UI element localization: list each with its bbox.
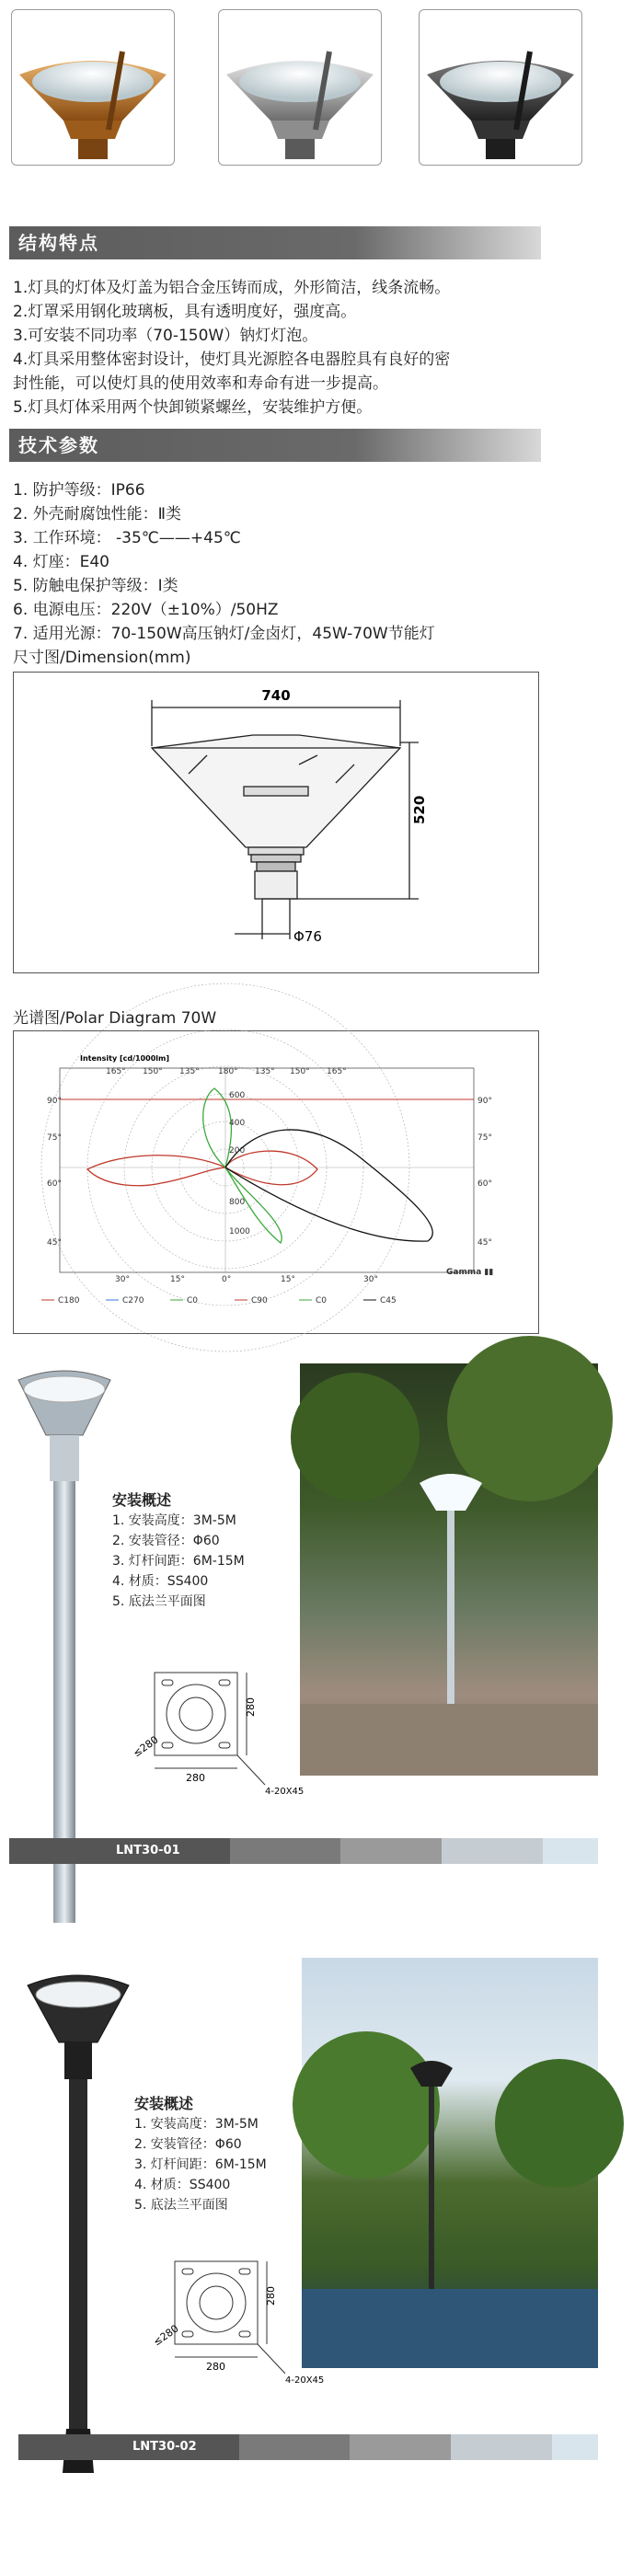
install-b-item-4: 4. 材质：SS400 xyxy=(134,2178,231,2192)
polar-top-angle: 135° xyxy=(255,1067,275,1076)
structure-item-2: 2.灯罩采用钢化玻璃板，具有透明度好，强度高。 xyxy=(13,303,357,321)
model-label-b: LNT30-02 xyxy=(132,2440,197,2454)
polar-diagram-svg xyxy=(14,1031,538,1333)
install-a-item-3: 3. 灯杆间距：6M-15M xyxy=(112,1554,245,1569)
spec-item-5: 5. 防触电保护等级：Ⅰ类 xyxy=(13,577,178,595)
polar-bottom-angle: 0° xyxy=(222,1275,232,1284)
polar-title: 光谱图/Polar Diagram 70W xyxy=(13,1009,217,1028)
dimension-title: 尺寸图/Dimension(mm) xyxy=(13,649,191,667)
lamp-thumb-gold xyxy=(11,9,175,166)
polar-right-angle: 60° xyxy=(477,1179,492,1189)
structure-section-title: 结构特点 xyxy=(9,226,541,259)
legend-item: C45 xyxy=(380,1296,397,1305)
polar-radial-label: 800 xyxy=(229,1198,246,1207)
polar-footer-label: Gamma ▮▮ xyxy=(446,1268,494,1277)
flange-b-drawing xyxy=(129,2245,325,2410)
polar-bottom-angle: 15° xyxy=(281,1275,295,1284)
specs-section-title: 技术参数 xyxy=(9,429,541,462)
spec-item-4: 4. 灯座：E40 xyxy=(13,553,109,571)
install-b-title: 安装概述 xyxy=(134,2095,194,2112)
dimension-svg xyxy=(14,673,538,972)
photo-b xyxy=(302,1958,598,2368)
lamp-silver-image xyxy=(219,10,381,165)
flange-a-width: 280 xyxy=(186,1772,205,1784)
polar-legend xyxy=(41,1296,397,1305)
polar-right-angle: 45° xyxy=(477,1238,492,1248)
polar-top-angle: 150° xyxy=(143,1067,163,1076)
photo-b-scene xyxy=(302,1958,598,2368)
flange-a-diameter: ≤280 xyxy=(131,1733,161,1760)
polar-radial-label: 400 xyxy=(229,1119,246,1128)
spec-item-7: 7. 适用光源：70-150W高压钠灯/金卤灯，45W-70W节能灯 xyxy=(13,625,435,643)
spec-item-2: 2. 外壳耐腐蚀性能：Ⅱ类 xyxy=(13,505,181,523)
dimension-drawing xyxy=(13,672,539,973)
structure-item-3: 3.可安装不同功率（70-150W）钠灯灯泡。 xyxy=(13,327,318,345)
lamp-thumb-silver xyxy=(218,9,382,166)
flange-b-bolt: 4-20X45 xyxy=(285,2375,325,2386)
polar-left-angle: 45° xyxy=(47,1238,62,1248)
legend-item: C90 xyxy=(251,1296,268,1305)
polar-top-angle: 165° xyxy=(327,1067,347,1076)
polar-radial-label: 200 xyxy=(229,1146,246,1156)
flange-a-drawing xyxy=(109,1656,305,1822)
spec-item-1: 1. 防护等级：IP66 xyxy=(13,481,145,500)
spec-item-6: 6. 电源电压：220V（±10%）/50HZ xyxy=(13,601,279,619)
polar-bottom-angle: 15° xyxy=(170,1275,185,1284)
install-a-item-4: 4. 材质：SS400 xyxy=(112,1574,209,1589)
install-b-item-2: 2. 安装管径：Φ60 xyxy=(134,2137,242,2152)
polar-top-angle: 135° xyxy=(179,1067,200,1076)
structure-item-5: 5.灯具灯体采用两个快卸锁紧螺丝，安装维护方便。 xyxy=(13,398,373,417)
structure-item-4-cont: 封性能，可以使灯具的使用效率和寿命有进一步提高。 xyxy=(13,374,388,393)
polar-top-angle: 180° xyxy=(218,1067,238,1076)
polar-top-angle: 150° xyxy=(290,1067,310,1076)
legend-item: C0 xyxy=(316,1296,328,1305)
polar-left-angle: 90° xyxy=(47,1097,62,1106)
install-a-title: 安装概述 xyxy=(112,1491,172,1509)
polar-bottom-angle: 30° xyxy=(363,1275,378,1284)
legend-item: C270 xyxy=(122,1296,144,1305)
install-a-item-1: 1. 安装高度：3M-5M xyxy=(112,1513,236,1528)
polar-right-angle: 75° xyxy=(477,1133,492,1143)
polar-top-angle: 165° xyxy=(106,1067,126,1076)
dim-diameter-label: Φ76 xyxy=(293,928,322,945)
model-bar-a xyxy=(9,1838,598,1864)
legend-item: C0 xyxy=(187,1296,199,1305)
install-a-item-2: 2. 安装管径：Φ60 xyxy=(112,1534,220,1548)
model-label-a: LNT30-01 xyxy=(116,1844,180,1857)
photo-a-scene xyxy=(300,1363,598,1776)
polar-intensity-label: Intensity [cd/1000lm] xyxy=(80,1054,169,1063)
flange-a-height: 280 xyxy=(245,1697,257,1717)
polar-diagram-frame xyxy=(13,1030,539,1334)
install-b-item-1: 1. 安装高度：3M-5M xyxy=(134,2117,259,2132)
install-a-item-5: 5. 底法兰平面图 xyxy=(112,1594,206,1609)
spec-item-3: 3. 工作环境： -35℃——+45℃ xyxy=(13,529,241,547)
flange-a-bolt: 4-20X45 xyxy=(265,1787,305,1797)
lamp-gold-image xyxy=(12,10,174,165)
polar-radial-label: 1000 xyxy=(229,1227,250,1236)
structure-item-1: 1.灯具的灯体及灯盖为铝合金压铸而成，外形简洁，线条流畅。 xyxy=(13,279,451,297)
flange-b-width: 280 xyxy=(206,2361,225,2373)
lamp-a-pole-image xyxy=(9,1352,120,1923)
install-b-item-3: 3. 灯杆间距：6M-15M xyxy=(134,2157,267,2172)
polar-radial-label: 600 xyxy=(229,1091,246,1100)
dim-width-label: 740 xyxy=(261,687,291,704)
legend-item: C180 xyxy=(58,1296,80,1305)
flange-b-diameter: ≤280 xyxy=(151,2322,181,2349)
install-b-item-5: 5. 底法兰平面图 xyxy=(134,2198,228,2213)
lamp-b-pole-image xyxy=(18,1958,138,2473)
polar-left-angle: 75° xyxy=(47,1133,62,1143)
photo-a xyxy=(300,1363,598,1776)
structure-item-4: 4.灯具采用整体密封设计，使灯具光源腔各电器腔具有良好的密 xyxy=(13,351,451,369)
dim-height-label: 520 xyxy=(411,795,428,824)
polar-right-angle: 90° xyxy=(477,1097,492,1106)
lamp-thumb-dark xyxy=(419,9,582,166)
lamp-dark-image xyxy=(420,10,581,165)
model-bar-b xyxy=(18,2434,598,2460)
polar-bottom-angle: 30° xyxy=(115,1275,130,1284)
polar-left-angle: 60° xyxy=(47,1179,62,1189)
flange-b-height: 280 xyxy=(265,2286,277,2306)
